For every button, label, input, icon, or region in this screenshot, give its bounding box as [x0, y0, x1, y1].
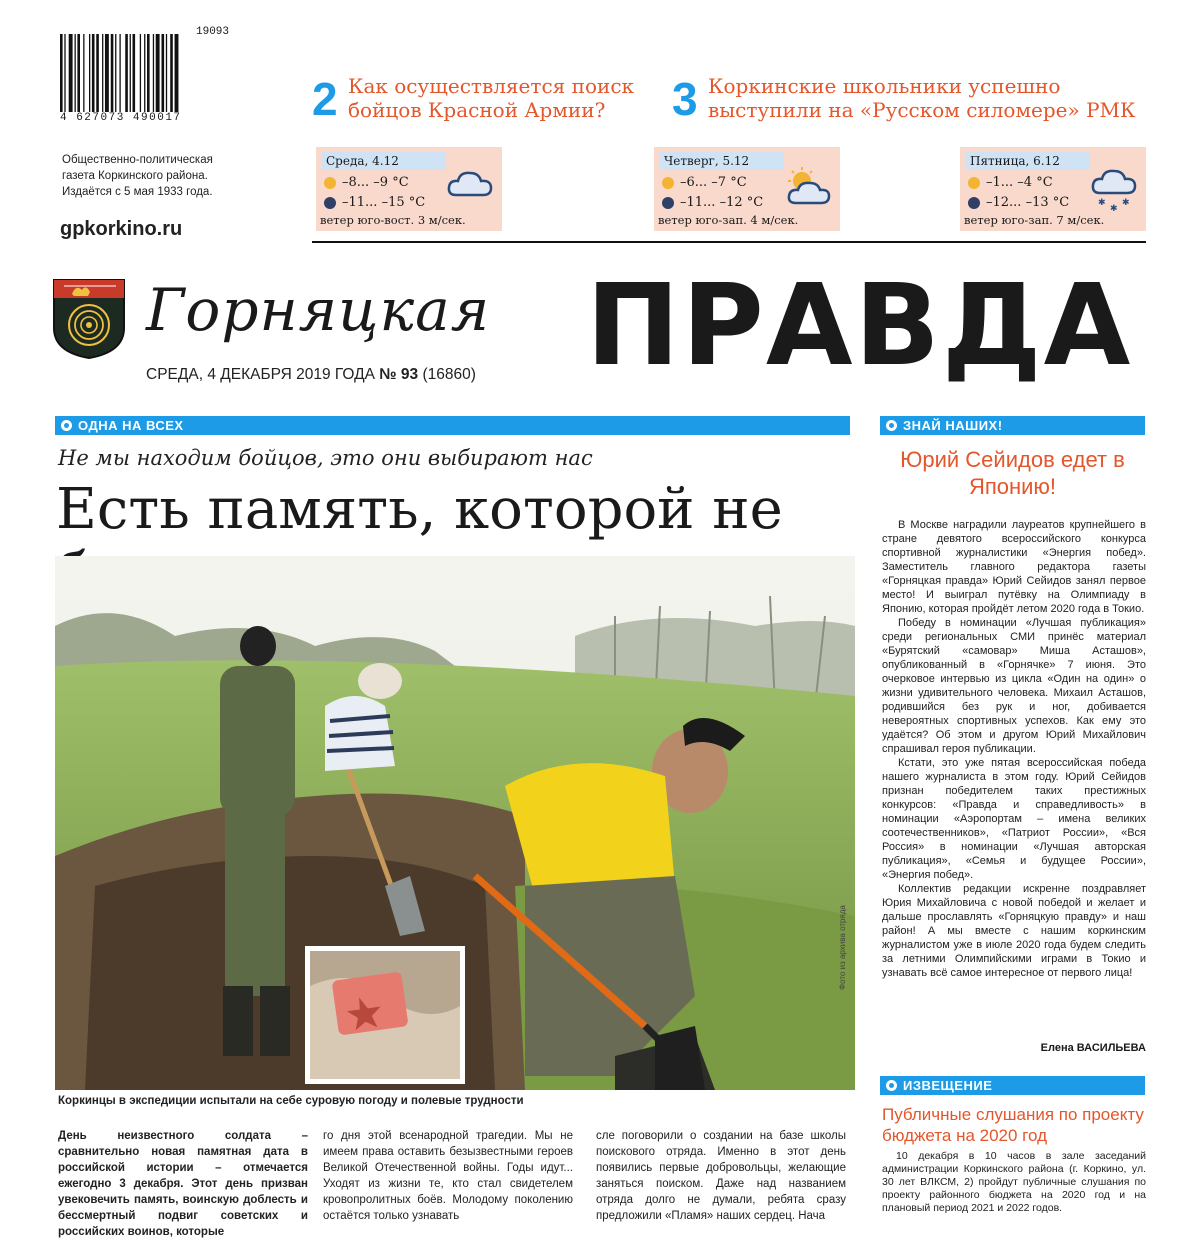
sun-icon [324, 177, 336, 189]
teaser-1-line2: бойцов Красной Армии? [348, 98, 606, 122]
weather-day-label: Четверг, 5.12 [660, 152, 784, 170]
tagline-line1: Общественно-политическая [62, 154, 213, 166]
newspaper-title-script: Горняцкая [146, 276, 491, 344]
rubric-label: ОДНА НА ВСЕХ [78, 418, 184, 433]
svg-text:✱: ✱ [1110, 204, 1118, 213]
notice-text: 10 декабря в 10 часов в зале заседаний администрации Коркинского района (г. Коркино, ул. 30 лет ВЛКСМ, 2) пройдут публичные слушания по проекту районного бюджета на 2020 год и на плановый период 2021 и 2022 годов. [882, 1150, 1146, 1214]
teaser-2-number: 3 [672, 73, 698, 125]
tagline-line2: газета Коркинского района. [62, 170, 208, 182]
side-paragraph: Кстати, это уже пятая всероссийская победа нашего журналиста в этом году. Юрий Сейидов признан победителем таких престижных конкурсов: «Правда и справедливость» в номинации «Аэропортам – имена великих соотечественников», «Патриот России», «Вся Россия» в номинации «Лучшая авторская публикация», «Семья и будущее России», «Энергия побед». [882, 757, 1146, 881]
side-story-author: Елена ВАСИЛЬЕВА [1040, 1042, 1146, 1054]
story-photo [55, 556, 855, 1090]
weather-day-temp: –8... –9 °С [342, 175, 409, 190]
bullet-icon [61, 420, 72, 431]
rubric-side [880, 416, 1145, 435]
side-paragraph: Победу в номинации «Лучшая публикация» среди региональных СМИ принёс материал «Бурятский «самовар» Миша Асташов», опубликованный в «Горнячке» 7 июня. Это очерковое интервью из цикла «Один на один» о жизни удивительного человека. Михаил Асташов, родившийся без рук и ног, добивается невероятных спортивных успехов. Как ему это удаётся? Об этом и другом Юрий Михайлович спрашивал героя публикации. [882, 617, 1146, 755]
weather-night-temp: –12... –13 °С [986, 195, 1070, 210]
sun-icon [662, 177, 674, 189]
weather-wind: ветер юго-зап. 4 м/сек. [658, 213, 799, 227]
weather-day-label: Среда, 4.12 [322, 152, 446, 170]
side-paragraph: Коллектив редакции искренне поздравляет Юрия Михайловича с новой победой и желает и дальше прославлять «Горняцкую правду» и наш район! А мы вместе с нашим коркинским журналистом уже в июле 2020 года будем следить за летними Олимпийскими играми в Токио и узнавать всё самое интересное от первого лица! [882, 883, 1146, 979]
story-kicker: Не мы находим бойцов, это они выбирают нас [58, 446, 593, 470]
weather-day-3 [960, 147, 1146, 231]
moon-icon [968, 197, 980, 209]
teaser-2-line1: Коркинские школьники успешно [708, 74, 1061, 98]
photo-credit: Фото из архива отряда [838, 905, 847, 990]
coat-of-arms-icon [52, 278, 126, 360]
weather-wind: ветер юго-зап. 7 м/сек. [964, 213, 1105, 227]
weather-day-temp: –1... –4 °С [986, 175, 1053, 190]
sun-cloud-icon [784, 167, 832, 207]
snow-cloud-icon [1090, 167, 1138, 213]
side-story-title[interactable]: Юрий Сейидов едет в Японию! [900, 447, 1125, 499]
svg-text:✱: ✱ [1122, 198, 1130, 208]
rubric-main [55, 416, 850, 435]
teaser-2[interactable] [708, 74, 1136, 122]
issue-total: (16860) [422, 366, 476, 383]
rubric-label: ИЗВЕЩЕНИЕ [903, 1078, 993, 1093]
issue-line [146, 366, 476, 384]
article-col-3: сле поговорили о создании на базе школы поискового отряда. Именно в этот день появились первые добровольцы, желающие заняться поиском. Даже над названием отряда долго не думали, ребята сразу предложили «Пламя» наших сердец. Нача [596, 1130, 846, 1222]
site-link[interactable]: gpkorkino.ru [60, 218, 183, 240]
weather-day-temp: –6... –7 °С [680, 175, 747, 190]
tagline-line3: Издаётся с 5 мая 1933 года. [62, 186, 213, 198]
issue-date: СРЕДА, 4 ДЕКАБРЯ 2019 ГОДА [146, 366, 375, 383]
tagline [62, 152, 262, 200]
moon-icon [662, 197, 674, 209]
bullet-icon [886, 1080, 897, 1091]
side-story-body [882, 518, 1146, 980]
notice-title[interactable]: Публичные слушания по проекту бюджета на 2020 год [882, 1105, 1144, 1145]
teaser-2-line2: выступили на «Русском силомере» РМК [708, 98, 1136, 122]
story-headline[interactable]: Есть память, которой не [56, 477, 783, 542]
side-paragraph: В Москве наградили лауреатов крупнейшего в стране девятого всероссийского конкурса спортивной журналистики «Энергия побед». Заместитель главного редактора газеты «Горняцкая правда» Юрий Сейидов занял первое место! И выиграл путёвку на Олимпиаду в Японию, которая пройдёт летом 2020 года в Токио. [882, 519, 1146, 615]
weather-day-2 [654, 147, 840, 231]
weather-day-label: Пятница, 6.12 [966, 152, 1090, 170]
teaser-1[interactable] [348, 74, 634, 122]
barcode-number-top: 19093 [196, 26, 230, 38]
bullet-icon [886, 420, 897, 431]
weather-wind: ветер юго-вост. 3 м/сек. [320, 213, 466, 227]
sun-icon [968, 177, 980, 189]
weather-night-temp: –11... –15 °С [342, 195, 426, 210]
teaser-1-number: 2 [312, 73, 338, 125]
teaser-1-line1: Как осуществляется поиск [348, 74, 635, 98]
issue-number: № 93 [379, 366, 419, 383]
rubric-label: ЗНАЙ НАШИХ! [903, 418, 1003, 433]
article-col-1: День неизвестного солдата – сравнительно новая памятная дата в российской истории – отмечается ежегодно 3 декабря. Этот день призван увековечить память, воинскую доблесть и бессмертный подвиг советских и российских воинов, которые [58, 1130, 308, 1238]
svg-text:✱: ✱ [1098, 198, 1106, 208]
moon-icon [324, 197, 336, 209]
weather-day-1 [316, 147, 502, 231]
article-col-2: го дня этой всенародной трагедии. Мы не имеем права оставить безызвестными героев Великой Отечественной войны. Годы идут... Уходят из жизни те, кто стал свидетелем кровопролитных боёв. Молодому поколению остаётся только узнавать [323, 1130, 573, 1222]
barcode-number: 4 627073 490017 [60, 112, 182, 124]
weather-night-temp: –11... –12 °С [680, 195, 764, 210]
cloud-icon [446, 167, 494, 201]
photo-caption: Коркинцы в экспедиции испытали на себе суровую погоду и полевые трудности [58, 1095, 524, 1107]
rubric-notice [880, 1076, 1145, 1095]
newspaper-title-main: ПРАВДА [586, 261, 1133, 391]
